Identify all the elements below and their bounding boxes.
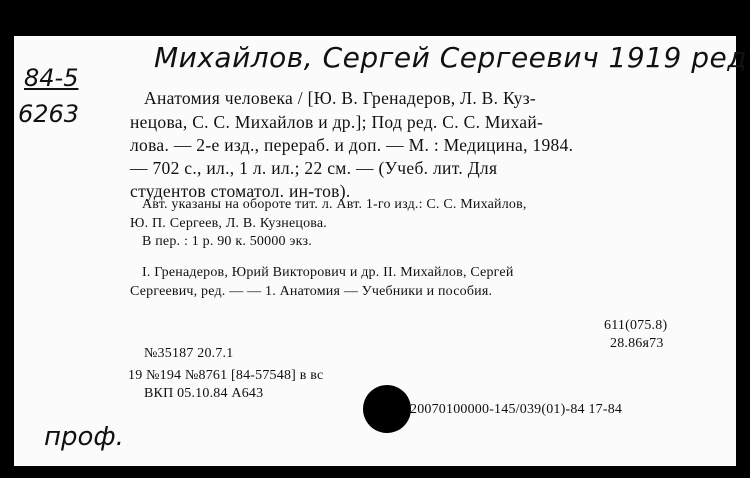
catalog-card [14,36,748,466]
card-number-line-1: №35187 20.7.1 [144,346,234,361]
bbk-index: 28.86я73 [610,336,664,351]
note-line-1: Авт. указаны на обороте тит. л. Авт. 1-го изд.: С. С. Михайлов, [142,197,527,212]
body-line-2: нецова, С. С. Михайлов и др.]; Под ред. С. С. Михай- [130,112,544,132]
tracing-line-1: I. Гренадеров, Юрий Викторович и др. II. Михайлов, Сергей [142,265,514,280]
card-number-line-2: 19 №194 №8761 [84-57548] в вс [128,368,324,383]
bottom-code: 20070100000-145/039(01)-84 17-84 [410,402,623,417]
shelfmark-top: 84-5 [24,64,79,92]
body-line-5: студентов стоматол. ин-тов). [130,181,351,201]
handwritten-heading: Михайлов, Сергей Сергеевич 1919 ред [154,41,748,74]
note-line-2: Ю. П. Сергеев, Л. В. Кузнецова. [130,216,328,231]
body-line-4: — 702 с., ил., 1 л. ил.; 22 см. — (Учеб. лит. Для [130,158,498,178]
card-number-line-3: ВКП 05.10.84 А643 [144,386,264,401]
body-line-1: Анатомия человека / [Ю. В. Гренадеров, Л. В. Куз- [144,88,537,108]
tracing-line-2: Сергеевич, ред. — — 1. Анатомия — Учебники и пособия. [130,284,493,299]
shelfmark-bottom: 6263 [18,100,80,128]
udc-index: 611(075.8) [604,318,668,333]
note-line-3: В пер. : 1 р. 90 к. 50000 экз. [142,234,312,249]
handwritten-bottom-note: проф. [44,422,124,452]
punch-hole [363,385,411,433]
body-line-3: лова. — 2-е изд., перераб. и доп. — М. : Медицина, 1984. [130,135,574,155]
